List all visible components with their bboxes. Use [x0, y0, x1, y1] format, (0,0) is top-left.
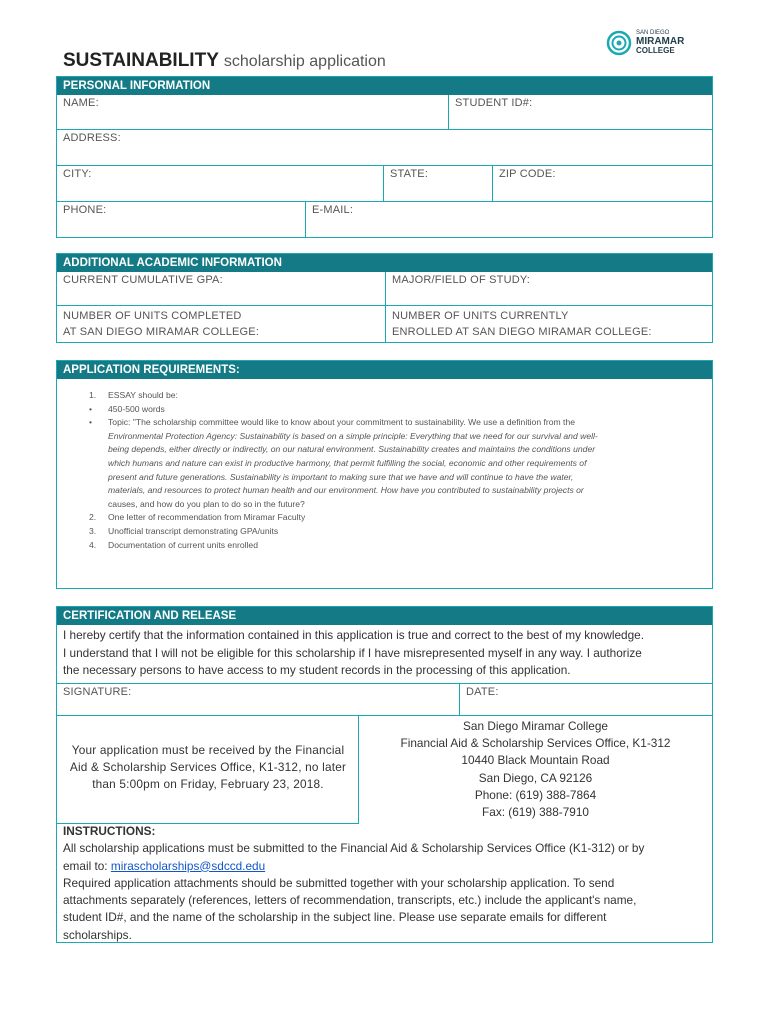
- email-field[interactable]: [306, 202, 712, 237]
- date-field[interactable]: [460, 683, 712, 716]
- zip-code-field[interactable]: [493, 166, 712, 202]
- instructions-line-1: All scholarship applications must be submitted to the Financial Aid & Scholarship Services Office (K1-312) or by: [63, 841, 645, 856]
- units-completed-field[interactable]: [57, 306, 386, 342]
- personal-information-heading: PERSONAL INFORMATION: [57, 77, 712, 95]
- application-requirements-heading: APPLICATION REQUIREMENTS:: [57, 361, 712, 379]
- city-field[interactable]: [57, 166, 384, 202]
- requirement-text: Environmental Protection Agency: Sustainability is based on a simple principle: Everything that we need for our survival and well-: [108, 430, 598, 441]
- college-logo: [606, 29, 716, 57]
- requirement-marker: 4.: [89, 539, 97, 550]
- city-label: CITY:: [63, 168, 92, 180]
- title-bold: SUSTAINABILITY: [63, 50, 219, 71]
- requirements-list: [57, 389, 712, 579]
- address-line-1: San Diego Miramar College: [463, 719, 608, 733]
- major-field[interactable]: [386, 272, 712, 306]
- name-label: NAME:: [63, 97, 99, 109]
- student-id-label: STUDENT ID#:: [455, 97, 533, 109]
- certification-heading: CERTIFICATION AND RELEASE: [57, 607, 712, 625]
- requirement-text: being depends, either directly or indirectly, on our natural environment. Sustainability creates and maintains the conditions under: [108, 444, 596, 455]
- requirement-marker: 1.: [89, 390, 97, 400]
- deadline-line-3: than 5:00pm on Friday, February 23, 2018.: [92, 777, 324, 792]
- requirement-text: 450-500 words: [108, 403, 165, 414]
- certification-line-1: I hereby certify that the information contained in this application is true and correct to the best of my knowledge.: [63, 628, 644, 642]
- major-label: MAJOR/FIELD OF STUDY:: [392, 274, 531, 286]
- address-line-4: San Diego, CA 92126: [478, 770, 593, 785]
- instructions-line-5: student ID#, and the name of the scholarship in the subject line. Please use separate emails for different: [63, 910, 607, 925]
- address-line-2: Financial Aid & Scholarship Services Office, K1-312: [400, 736, 671, 751]
- certification-line-3: the necessary persons to have access to my student records in the processing of this application.: [63, 663, 571, 677]
- requirement-marker: •: [89, 403, 93, 414]
- address-line-5: Phone: (619) 388-7864: [474, 787, 597, 802]
- certification-text: [57, 625, 712, 685]
- signature-label: SIGNATURE:: [63, 686, 132, 698]
- requirement-marker: 2.: [89, 512, 97, 523]
- deadline-line-1: Your application must be received by the Financial: [71, 743, 345, 757]
- instructions-email-prefix: email to:: [63, 858, 111, 873]
- requirement-text: which humans and nature can exist in productive harmony, that permit fulfilling the social, economic and other requirements of: [108, 458, 587, 468]
- state-label: STATE:: [390, 168, 429, 180]
- requirement-text: One letter of recommendation from Miramar Faculty: [108, 512, 306, 523]
- academic-information-section: [56, 253, 713, 343]
- requirement-text: Documentation of current units enrolled: [108, 539, 258, 550]
- name-field[interactable]: [57, 95, 449, 130]
- logo-text: [636, 29, 684, 55]
- requirement-text: materials, and resources to protect human health and our environment. How have you contributed to sustainability projects or: [108, 485, 584, 496]
- address-label: ADDRESS:: [63, 132, 121, 144]
- requirement-marker: •: [89, 417, 93, 428]
- instructions-line-3: Required application attachments should be submitted together with your scholarship application. To send: [63, 875, 615, 890]
- certification-line-2: I understand that I will not be eligible for this scholarship if I have misrepresented myself in any way. I authorize: [63, 645, 642, 660]
- address-line-3: 10440 Black Mountain Road: [461, 753, 610, 768]
- personal-information-section: [56, 76, 713, 238]
- logo-line-3: COLLEGE: [636, 46, 675, 55]
- requirement-text: present and future generations. Sustainability is important to making sure that we have and will continue to have the water,: [108, 471, 574, 482]
- scholarship-email-link[interactable]: mirascholarships@sdccd.edu: [110, 858, 266, 873]
- units-completed-label-2: AT SAN DIEGO MIRAMAR COLLEGE:: [63, 326, 260, 338]
- requirement-text: Topic: "The scholarship committee would like to know about your commitment to sustainability. We use a definition from the: [108, 417, 576, 428]
- gpa-label: CURRENT CUMULATIVE GPA:: [63, 274, 223, 286]
- requirement-text: Unofficial transcript demonstrating GPA/units: [108, 526, 279, 536]
- units-enrolled-label-1: NUMBER OF UNITS CURRENTLY: [392, 310, 569, 322]
- zip-code-label: ZIP CODE:: [499, 168, 556, 180]
- application-requirements-section: [56, 360, 713, 589]
- phone-label: PHONE:: [63, 204, 107, 216]
- requirement-marker: 3.: [89, 526, 97, 536]
- gpa-field[interactable]: [57, 272, 386, 306]
- deadline-line-2: Aid & Scholarship Services Office, K1-312, no later: [69, 760, 347, 775]
- requirement-text: causes, and how do you plan to do so in the future?: [108, 498, 305, 509]
- college-seal-icon: [606, 30, 632, 56]
- deadline-notice: [57, 716, 359, 824]
- date-label: DATE:: [466, 686, 499, 698]
- instructions-heading: INSTRUCTIONS:: [63, 824, 156, 838]
- state-field[interactable]: [384, 166, 493, 202]
- address-line-6: Fax: (619) 388-7910: [482, 805, 589, 820]
- requirement-text: ESSAY should be:: [108, 390, 178, 400]
- units-enrolled-field[interactable]: [386, 306, 712, 342]
- instructions-line-4: attachments separately (references, letters of recommendation, transcripts, etc.) include the applicant's name,: [63, 893, 637, 908]
- phone-field[interactable]: [57, 202, 306, 237]
- units-enrolled-label-2: ENROLLED AT SAN DIEGO MIRAMAR COLLEGE:: [392, 326, 652, 338]
- student-id-field[interactable]: [449, 95, 712, 130]
- signature-field[interactable]: [57, 683, 460, 716]
- email-label: E-MAIL:: [312, 204, 354, 216]
- instructions-line-2: [63, 858, 706, 875]
- instructions-line-6: scholarships.: [63, 927, 132, 942]
- academic-information-heading: ADDITIONAL ACADEMIC INFORMATION: [57, 254, 712, 272]
- address-field[interactable]: [57, 130, 712, 166]
- certification-section: [56, 606, 713, 943]
- logo-line-1: SAN DIEGO: [636, 30, 670, 36]
- page-title: [63, 50, 386, 72]
- logo-line-2: MIRAMAR: [636, 36, 685, 47]
- instructions-block: [57, 823, 712, 944]
- units-completed-label-1: NUMBER OF UNITS COMPLETED: [63, 310, 242, 322]
- office-address-block: [359, 718, 712, 821]
- title-light: scholarship application: [223, 53, 386, 70]
